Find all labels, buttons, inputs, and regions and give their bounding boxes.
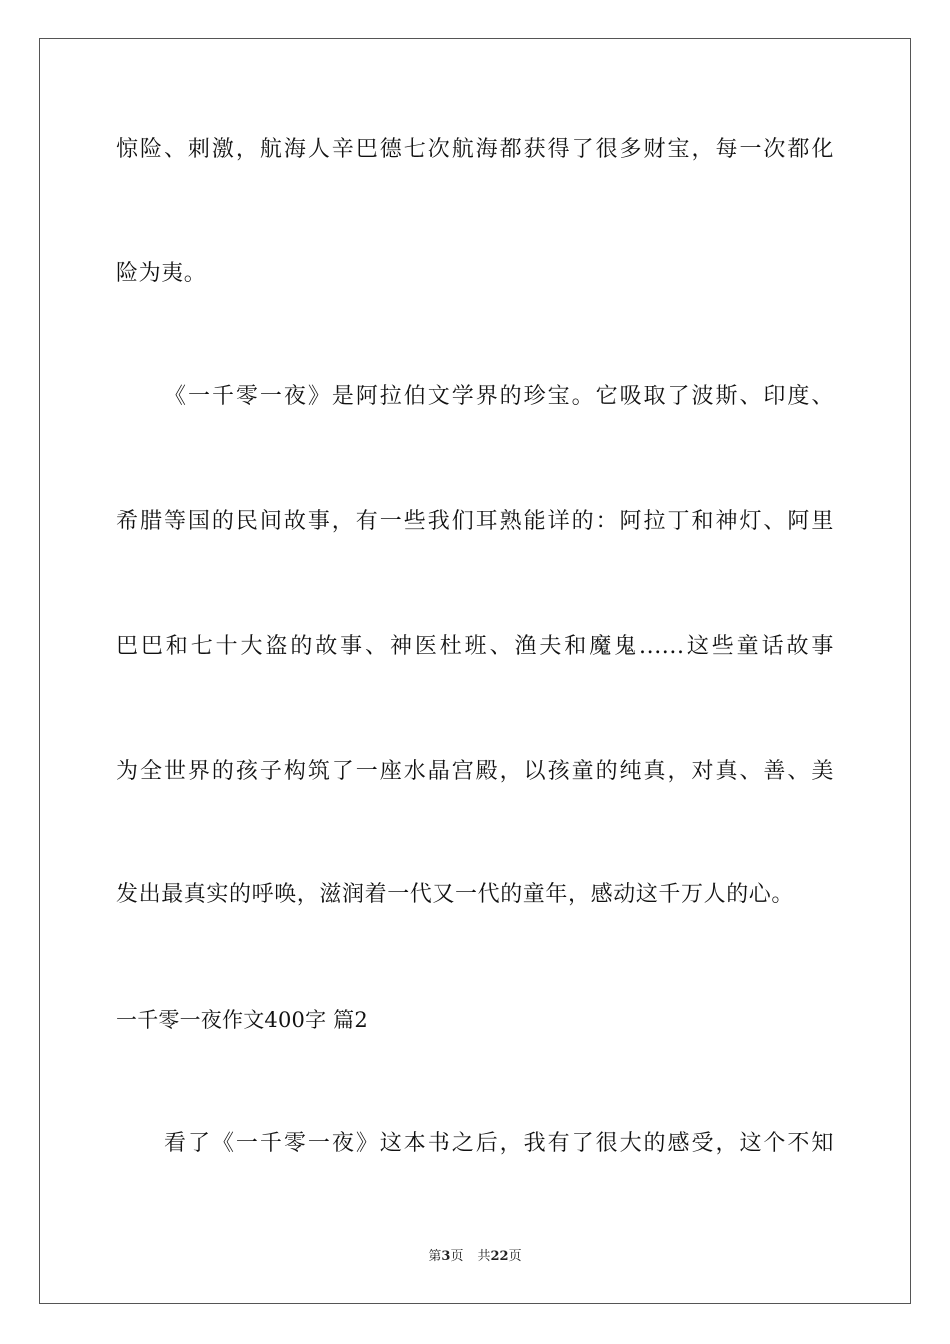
paragraph-1-line-1: 惊险、刺激，航海人辛巴德七次航海都获得了很多财宝，每一次都化 — [116, 137, 834, 162]
paragraph-1-line-2: 险为夷。 — [116, 261, 207, 286]
total-prefix: 共 — [477, 1249, 491, 1264]
page-total: 22 — [490, 1249, 509, 1264]
paragraph-3-line-1: 看了《一千零一夜》这本书之后，我有了很大的感受，这个不知 — [164, 1131, 834, 1156]
section-heading: 一千零一夜作文400字 篇2 — [116, 1008, 368, 1032]
paragraph-2-line-4: 为全世界的孩子构筑了一座水晶宫殿，以孩童的纯真，对真、善、美 — [116, 759, 834, 784]
page-border — [39, 38, 911, 1304]
page-prefix: 第 — [428, 1249, 442, 1264]
paragraph-2-line-2: 希腊等国的民间故事，有一些我们耳熟能详的：阿拉丁和神灯、阿里 — [116, 509, 834, 534]
page-suffix: 页 — [450, 1249, 464, 1264]
paragraph-2-line-3: 巴巴和七十大盗的故事、神医杜班、渔夫和魔鬼......这些童话故事 — [116, 634, 834, 659]
page-footer — [0, 1248, 950, 1266]
paragraph-2-line-5: 发出最真实的呼唤，滋润着一代又一代的童年，感动这千万人的心。 — [116, 882, 795, 907]
total-suffix: 页 — [508, 1249, 522, 1264]
paragraph-2-line-1: 《一千零一夜》是阿拉伯文学界的珍宝。它吸取了波斯、印度、 — [164, 384, 834, 409]
page-current: 3 — [441, 1249, 451, 1264]
